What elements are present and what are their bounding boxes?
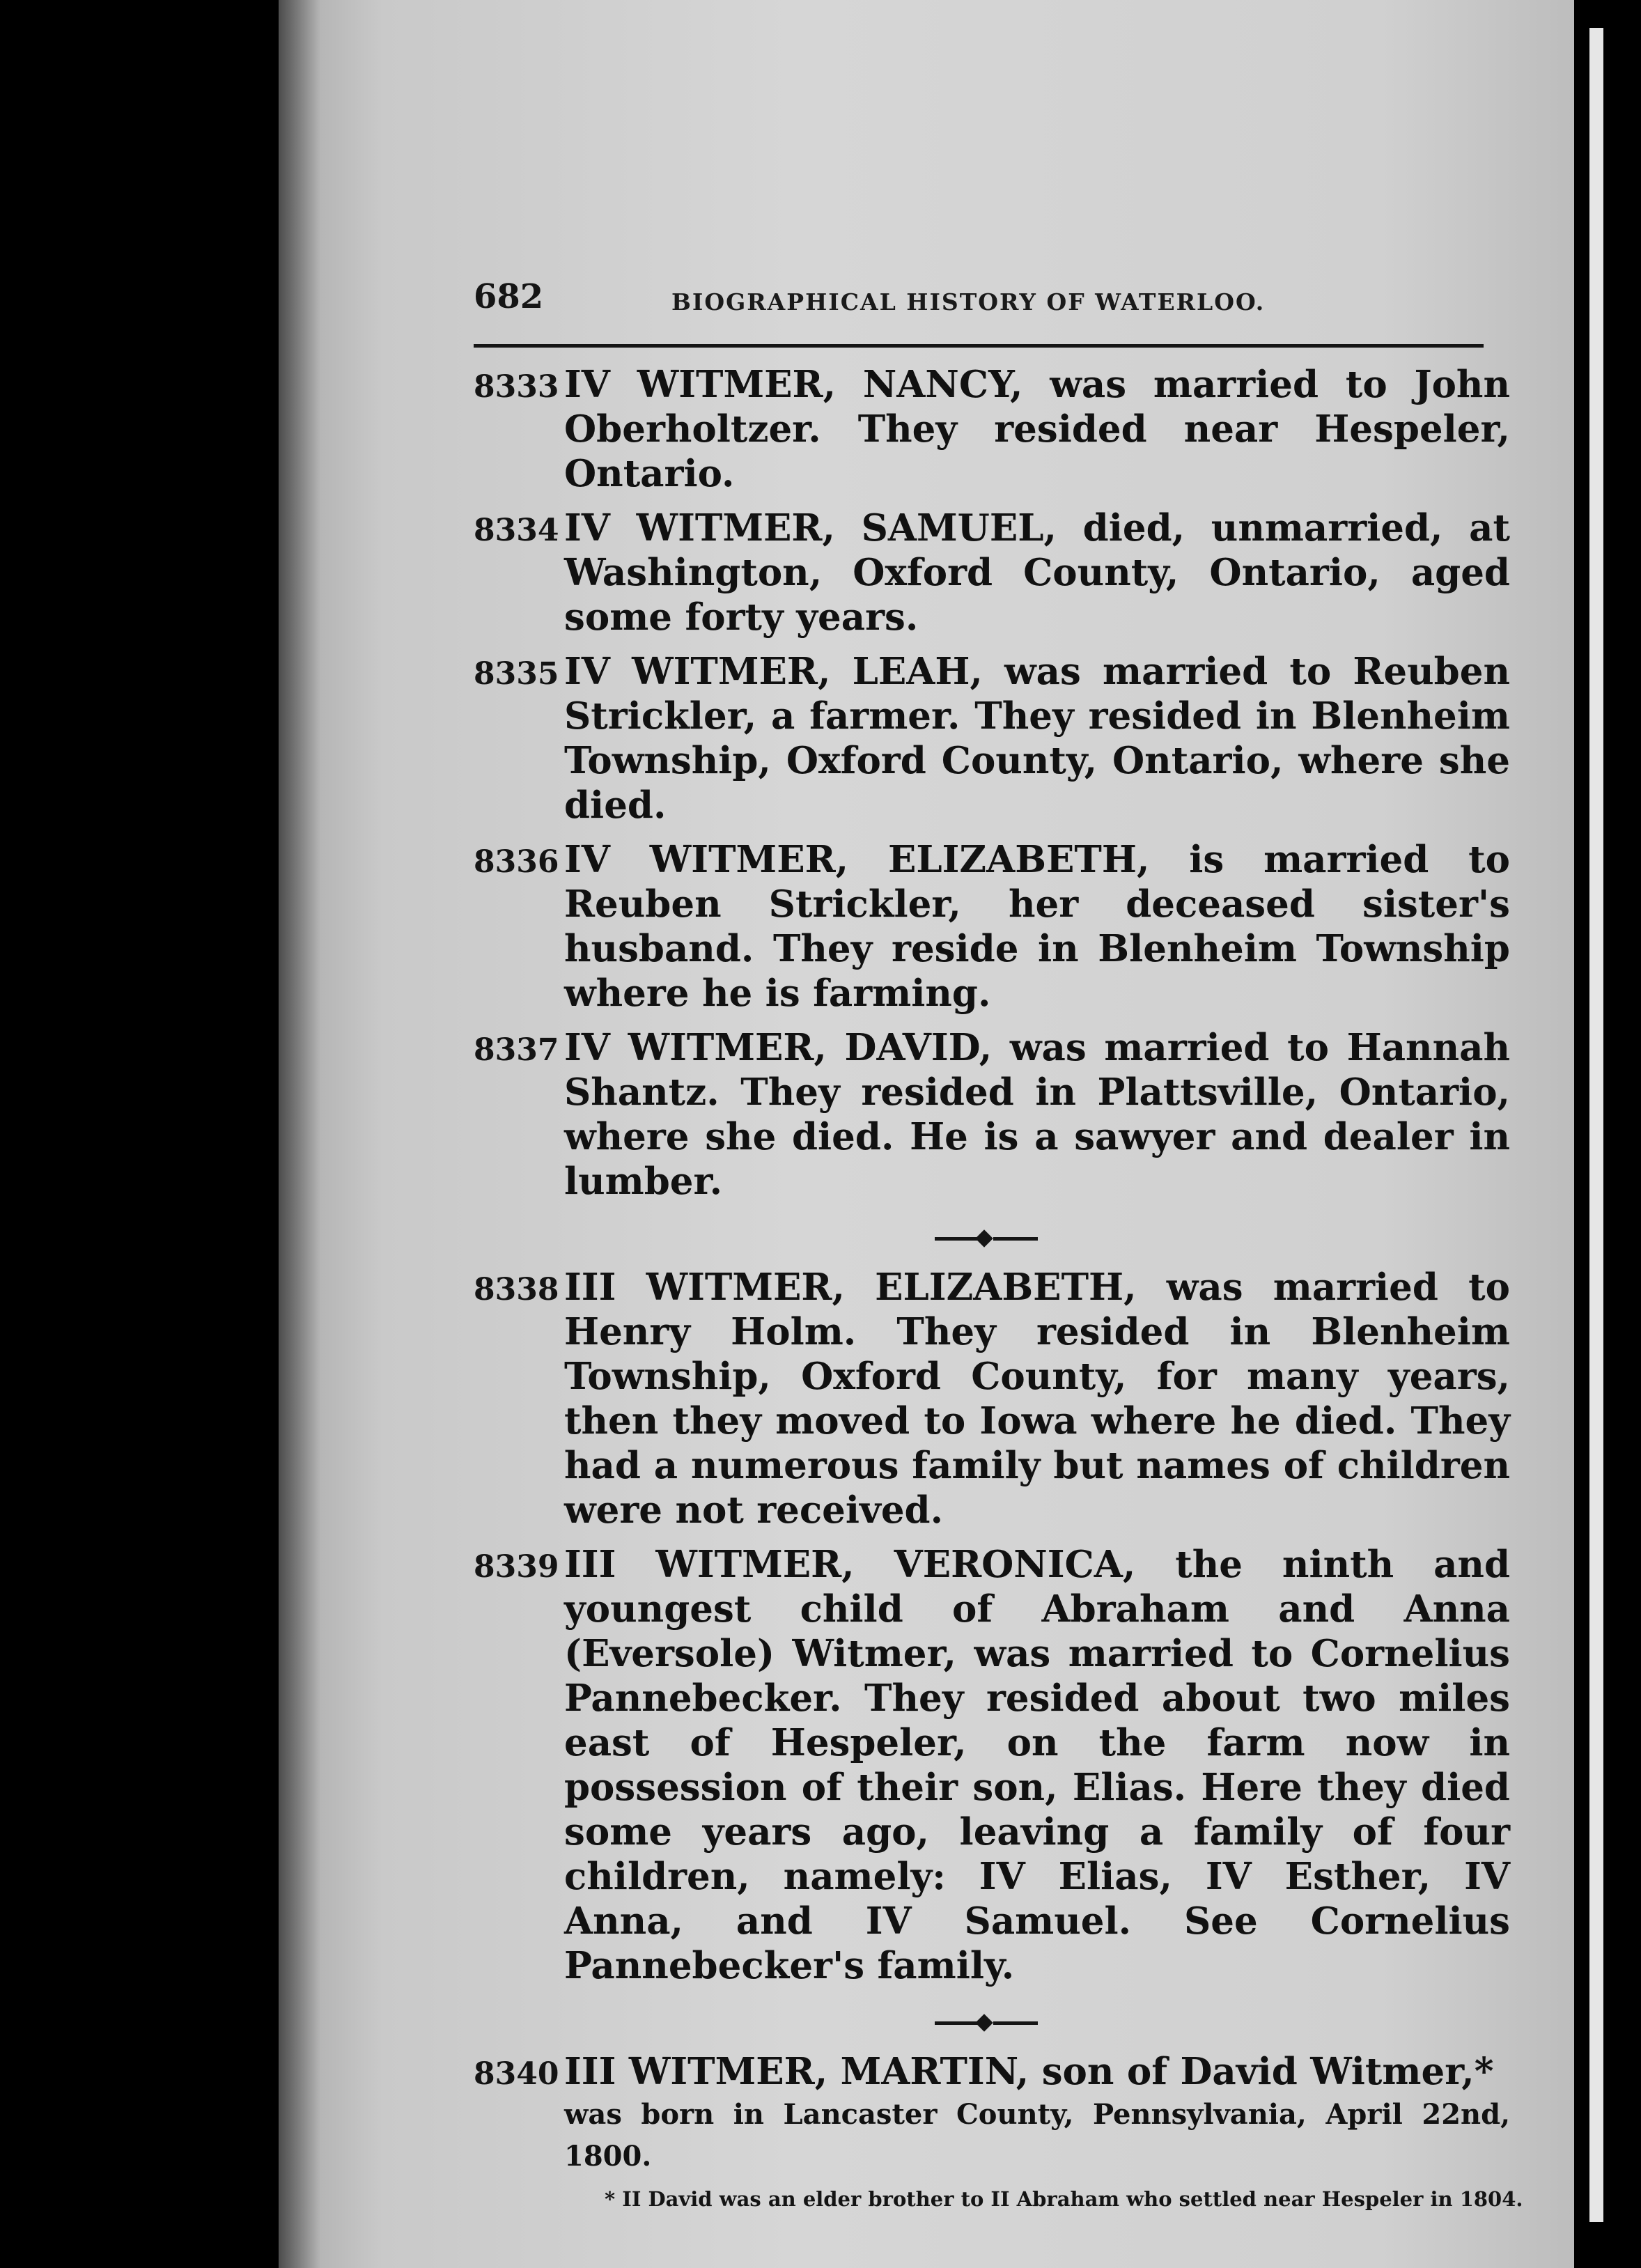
header-rule	[474, 344, 1484, 348]
section-divider	[474, 1213, 1518, 1265]
entry-text: IV WITMER, DAVID, was married to Hannah Shantz. They resided in Plattsville, Ontario, where she died. He is a sawyer and dealer in lumber.	[564, 1026, 1510, 1203]
entry-8340	[474, 2049, 1518, 2177]
divider-rule-right	[993, 2021, 1038, 2025]
divider-rule-right	[993, 1237, 1038, 1241]
entry-8334	[474, 506, 1518, 639]
entry-number: 8340	[474, 2056, 559, 2092]
entry-list	[474, 362, 1523, 2211]
facing-page-edge	[1589, 28, 1603, 2222]
entry-8337	[474, 1025, 1518, 1204]
entry-text: III WITMER, MARTIN, son of David Witmer,*	[564, 2050, 1494, 2093]
entry-text: III WITMER, VERONICA, the ninth and youngest child of Abraham and Anna (Eversole) Witmer, was married to Cornelius Pannebecker. They resided about two miles east of Hespeler, on the farm now in possession of their son, Elias. Here they died some years ago, leaving a family of four children, namely: IV Elias, IV Esther, IV Anna, and IV Samuel. See Cornelius Pannebecker's family.	[564, 1543, 1510, 1987]
facing-page-gutter	[1574, 0, 1641, 2268]
page-number: 682	[474, 277, 544, 316]
entry-text: IV WITMER, ELIZABETH, is married to Reuben Strickler, her deceased sister's husband. They reside in Blenheim Township where he is farming.	[564, 838, 1510, 1015]
entry-number: 8338	[474, 1272, 559, 1307]
entry-text: IV WITMER, LEAH, was married to Reuben Strickler, a farmer. They resided in Blenheim Township, Oxford County, Ontario, where she died.	[564, 650, 1510, 827]
running-title: BIOGRAPHICAL HISTORY OF WATERLOO.	[671, 288, 1266, 316]
section-divider	[474, 1998, 1518, 2049]
entry-8338	[474, 1265, 1518, 1532]
entry-number: 8335	[474, 656, 559, 692]
footnote: * II David was an elder brother to II Abraham who settled near Hespeler in 1804.	[605, 2187, 1523, 2211]
entry-number: 8337	[474, 1032, 559, 1068]
entry-8333	[474, 362, 1518, 496]
entry-continuation: was born in Lancaster County, Pennsylvania, April 22nd, 1800.	[564, 2098, 1510, 2173]
entry-number: 8336	[474, 844, 559, 880]
running-header	[474, 277, 1484, 333]
entry-8336	[474, 837, 1518, 1016]
entry-text: III WITMER, ELIZABETH, was married to Henry Holm. They resided in Blenheim Township, Oxford County, for many years, then they moved to Iowa where he died. They had a numerous family but names of children were not received.	[564, 1266, 1510, 1532]
entry-text: IV WITMER, SAMUEL, died, unmarried, at Washington, Oxford County, Ontario, aged some forty years.	[564, 506, 1510, 639]
divider-ornament-icon	[975, 2014, 993, 2031]
entry-number: 8334	[474, 513, 559, 548]
divider-rule-left	[935, 1237, 979, 1241]
entry-number: 8339	[474, 1549, 559, 1585]
page-edge-shadow	[279, 0, 320, 2268]
entry-text: IV WITMER, NANCY, was married to John Oberholtzer. They resided near Hespeler, Ontario.	[564, 363, 1510, 495]
entry-8339	[474, 1542, 1518, 1988]
divider-ornament-icon	[975, 1229, 993, 1247]
divider-rule-left	[935, 2021, 979, 2025]
entry-8335	[474, 649, 1518, 828]
entry-number: 8333	[474, 369, 559, 405]
